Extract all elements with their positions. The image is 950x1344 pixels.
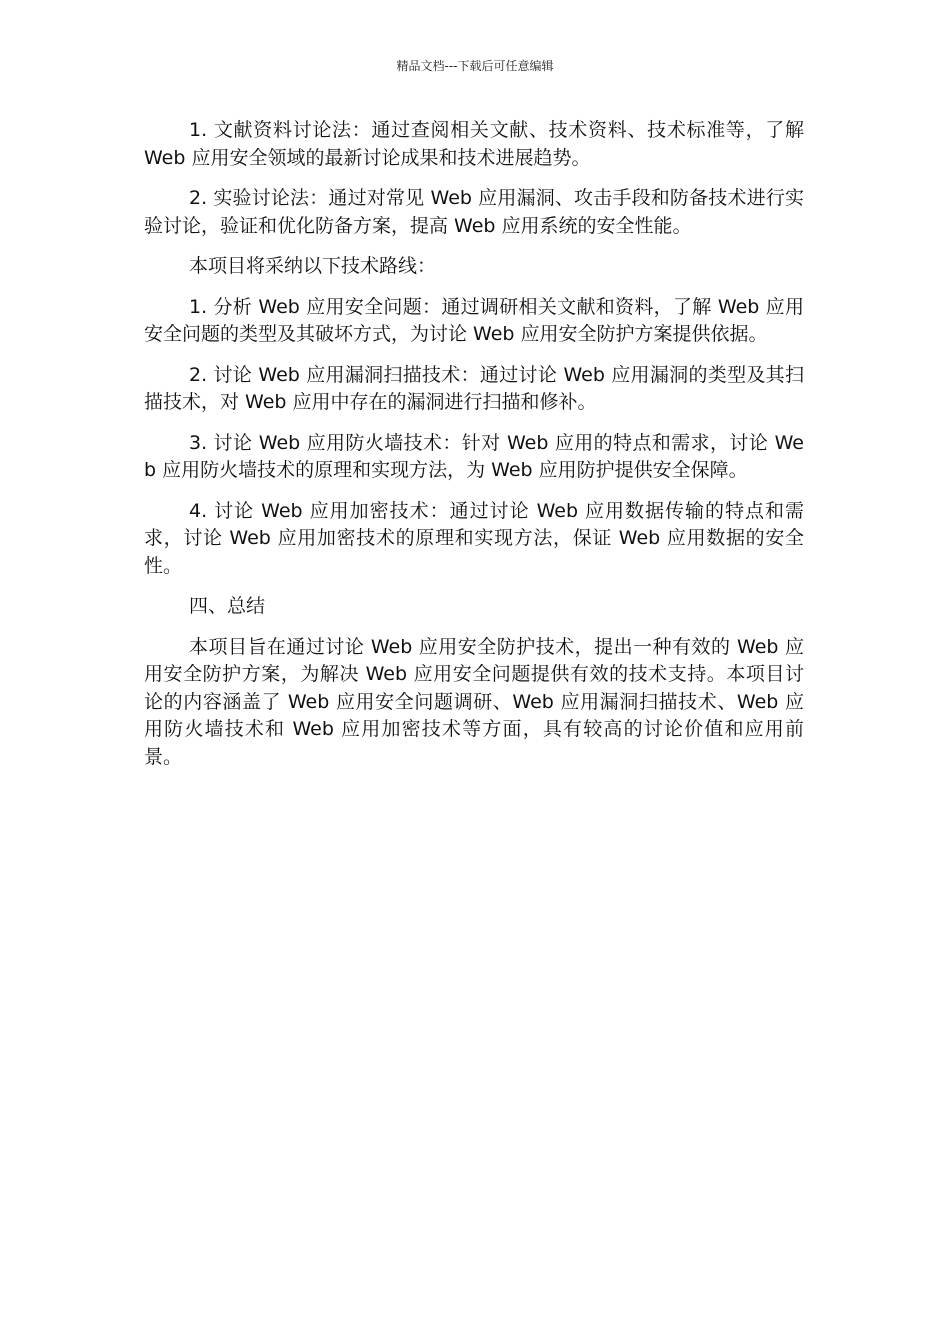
section-heading-summary: 四、总结 (189, 595, 266, 617)
paragraph-experiment-method: 2. 实验讨论法：通过对常见 Web 应用漏洞、攻击手段和防备技术进行实验讨论，验证和优化防备方案，提高 Web 应用系统的安全性能。 (144, 187, 804, 237)
paragraph-route-firewall: 3. 讨论 Web 应用防火墙技术：针对 Web 应用的特点和需求，讨论 Web 应用防火墙技术的原理和实现方法，为 Web 应用防护提供安全保障。 (144, 431, 804, 481)
paragraph-route-vuln-scan: 2. 讨论 Web 应用漏洞扫描技术：通过讨论 Web 应用漏洞的类型及其扫描技术，对 Web 应用中存在的漏洞进行扫描和修补。 (144, 363, 804, 413)
page-header: 精品文档---下载后可任意编辑 (396, 59, 554, 73)
paragraph-summary: 本项目旨在通过讨论 Web 应用安全防护技术，提出一种有效的 Web 应用安全防护方案，为解决 Web 应用安全问题提供有效的技术支持。本项目讨论的内容涵盖了 Web 应用安全问题调研、Web 应用漏洞扫描技术、Web 应用防火墙技术和 Web 应用加密技术等方面，具有较高的讨论价值和应用前景。 (144, 635, 804, 768)
paragraph-route-encryption: 4. 讨论 Web 应用加密技术：通过讨论 Web 应用数据传输的特点和需求，讨论 Web 应用加密技术的原理和实现方法，保证 Web 应用数据的安全性。 (144, 499, 804, 577)
document-body (144, 117, 804, 784)
paragraph-route-analysis: 1. 分析 Web 应用安全问题：通过调研相关文献和资料，了解 Web 应用安全问题的类型及其破坏方式，为讨论 Web 应用安全防护方案提供依据。 (144, 295, 804, 345)
paragraph-literature-method: 1. 文献资料讨论法：通过查阅相关文献、技术资料、技术标准等，了解 Web 应用安全领域的最新讨论成果和技术进展趋势。 (144, 119, 804, 169)
paragraph-technical-route-intro: 本项目将采纳以下技术路线： (189, 255, 437, 277)
